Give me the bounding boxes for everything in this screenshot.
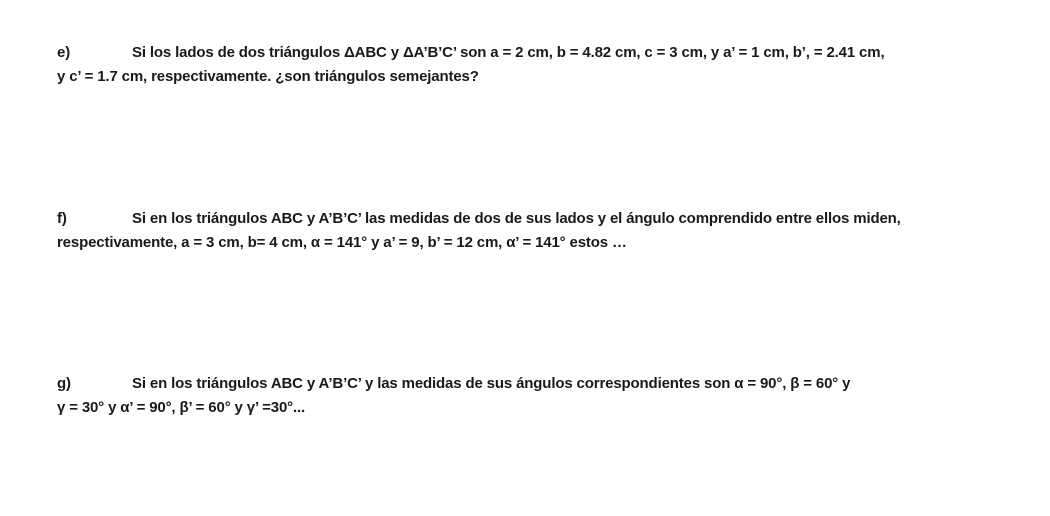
exercise-f-first-line	[57, 207, 1017, 231]
exercise-g-first-line	[57, 372, 1017, 396]
exercise-g-text-line1: Si en los triángulos ABC y A’B’C’ y las medidas de sus ángulos correspondientes son α = 90°, β = 60° y	[132, 375, 851, 392]
exercise-item-e	[57, 41, 1017, 89]
exercise-item-f	[57, 207, 1017, 255]
exercise-f-marker: f)	[57, 210, 67, 227]
exercise-f-text-line2: respectivamente, a = 3 cm, b= 4 cm, α = 141° y a’ = 9, b’ = 12 cm, α’ = 141° estos …	[57, 234, 627, 251]
exercise-e-marker: e)	[57, 44, 71, 61]
exercise-e-first-line	[57, 41, 1017, 65]
exercise-item-g	[57, 372, 1017, 420]
exercise-g-text-line2: γ = 30° y α’ = 90°, β’ = 60° y γ’ =30°...	[57, 399, 306, 416]
exercise-g-marker: g)	[57, 375, 71, 392]
exercise-f-text-line1: Si en los triángulos ABC y A’B’C’ las medidas de dos de sus lados y el ángulo comprendido entre ellos miden,	[132, 210, 901, 227]
exercise-e-text-line2: y c’ = 1.7 cm, respectivamente. ¿son triángulos semejantes?	[57, 68, 479, 85]
exercise-e-text-line1: Si los lados de dos triángulos ΔABC y ΔA’B’C’ son a = 2 cm, b = 4.82 cm, c = 3 cm, y a’ = 1 cm, b’, = 2.41 cm,	[132, 44, 885, 61]
